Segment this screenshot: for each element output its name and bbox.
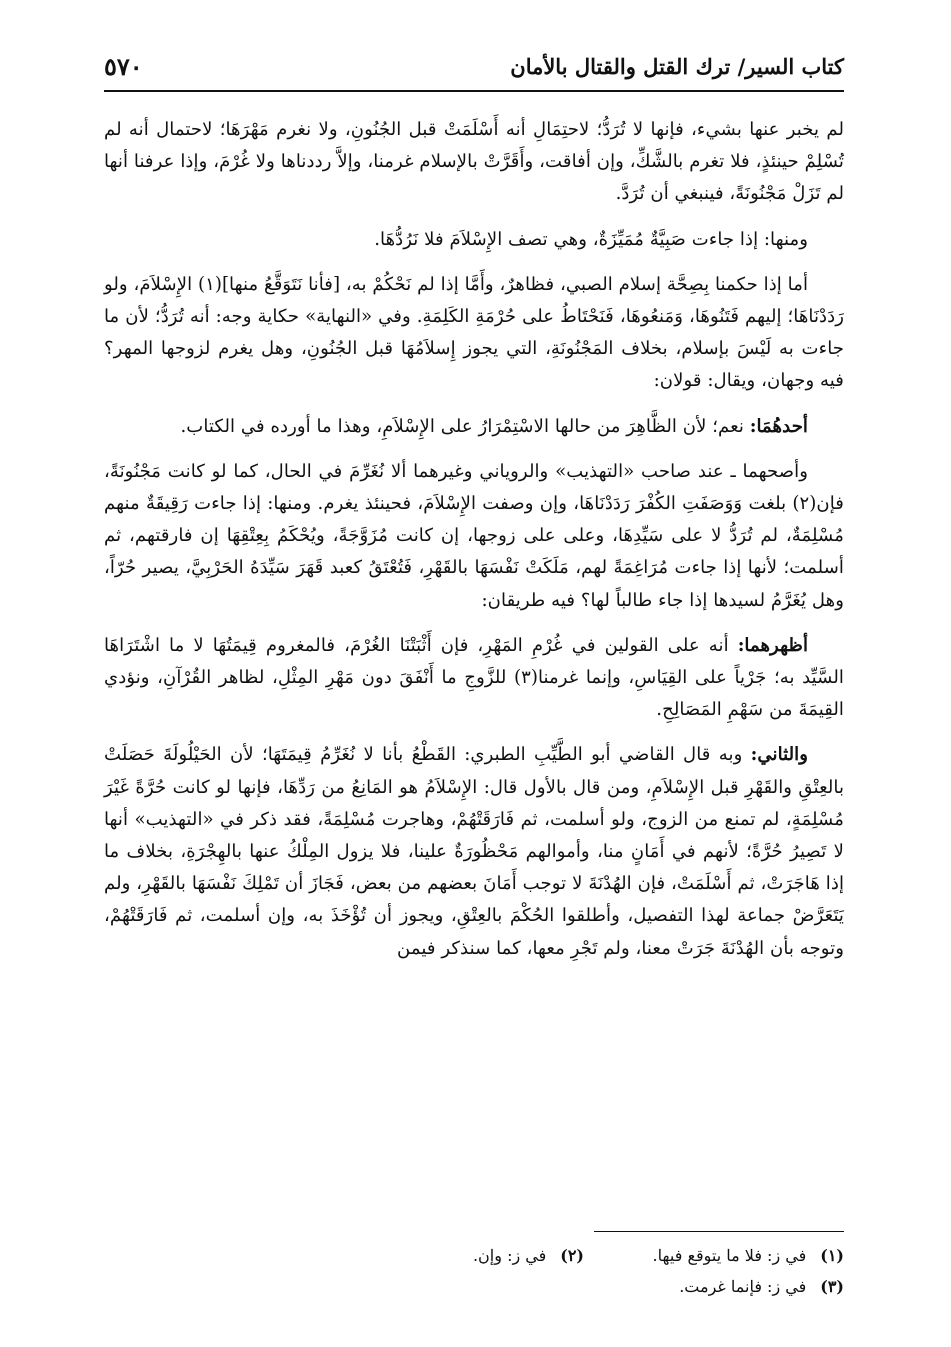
paragraph-text: وبه قال القاضي أبو الطَّيِّبِ الطبري: القَطْعُ بأنا لا نُغَرِّمُ قِيمَتَهَا؛ لأن الحَيْلُولَةَ حَصَلَتْ بالعِتْقِ والقَهْرِ قبل الإِسْلاَمِ، ومن قال بالأول قال: الإِسْلاَمُ هو المَانِعُ من رَدِّهَا، فإنها لو كانت حُرَّةً غَيْرَ مُسْلِمَةٍ، لم تمنع من الزوج، ولو أسلمت، ثم فَارَقَتْهُمْ، وهاجرت مُسْلِمَةً، فقد ذكر في «التهذيب» أنها لا تَصِيرُ حُرَّةً؛ لأنهم في أَمَانٍ منا، وأموالهم مَحْظُورَةٌ علينا، فلا يزول المِلْكُ عنها بالهِجْرَةِ، بخلاف ما إذا هَاجَرَتْ، ثم أَسْلَمَتْ، فإن الهُدْنَةَ لا توجب أَمَانَ بعضهم من بعض، فَجَازَ أن تَمْلِكَ نَفْسَهَا بالقَهْرِ، ولم يَتَعَرَّضْ جماعة لهذا التفصيل، وأطلقوا الحُكْمَ بالعِتْقِ، ويجوز أن تُؤْخَذَ به، وإن أسلمت، ثم فَارَقَتْهُمْ، وتوجه بأن الهُدْنَةَ جَرَتْ معنا، ولم تَجْرِ معها، كما سنذكر فيمن	[104, 744, 844, 959]
footnote-divider	[594, 1231, 844, 1232]
paragraph	[104, 456, 844, 617]
running-header	[104, 48, 844, 92]
footnote-text: في ز: فلا ما يتوقع فيها.	[652, 1246, 807, 1265]
footnote-text: في ز: فإنما غرمت.	[679, 1277, 807, 1296]
paragraph-lead: أظهرهما:	[737, 634, 808, 656]
paragraph	[104, 224, 844, 256]
footnotes	[104, 1231, 844, 1302]
page-number: ٥٧٠	[104, 52, 143, 81]
paragraph	[104, 739, 844, 964]
paragraph	[104, 411, 844, 443]
paragraph-text: أنه على القولين في غُرْمِ المَهْرِ، فإن أَثْبَتْنَا الغُرْمَ، فالمغروم قِيمَتُهَا لا ما اشْتَرَاهَا السَّيِّد به؛ جَرْياً على القِيَاسِ، وإنما غرمنا(٣) للزَّوجِ ما أَنْفَقَ دون مَهْرِ المِثْلِ، لظاهر القُرْآنِ، ونؤدي القِيمَةَ من سَهْمِ المَصَالِحِ.	[104, 634, 844, 721]
paragraph-text: ومنها: إذا جاءت صَبِيَّةٌ مُمَيِّزَةٌ، وهي تصف الإِسْلاَمَ فلا نَرُدُّهَا.	[374, 228, 808, 250]
footnote	[584, 1271, 844, 1302]
footnote	[584, 1240, 844, 1271]
footnote-number: (٢)	[560, 1246, 584, 1265]
footnote	[324, 1240, 584, 1271]
footnote-row	[104, 1271, 844, 1302]
paragraph-text: نعم؛ لأن الظَّاهِرَ من حالها الاسْتِمْرَارُ على الإِسْلاَمِ، وهذا ما أورده في الكتاب.	[180, 415, 744, 437]
footnote-text: في ز: وإن.	[472, 1246, 547, 1265]
paragraph-text: لم يخبر عنها بشيء، فإنها لا تُرَدُّ؛ لاحتِمَالِ أنه أَسْلَمَتْ قبل الجُنُونِ، ولا نغرم مَهْرَهَا؛ لاحتمال أنه لم تُسْلِمْ حينئذٍ، فلا تغرم بالشَّكِّ، وإن أفاقت، وأَقَرَّتْ بالإسلام غرمنا، وإلاَّ رددناها ولا غُرْمَ، وإذا عرفنا أنها لم تَزَلْ مَجْنُونَةً، فينبغي أن تُرَدَّ.	[104, 119, 844, 205]
paragraph-text: أما إذا حكمنا بِصِحَّة إسلام الصبي، فظاهرٌ، وأَمَّا إذا لم نَحْكُمْ به، [فأنا نَتَوَقَّعُ منها](١) الإِسْلاَمَ، ولو رَدَدْنَاهَا؛ إليهم فَتَنُوهَا، وَمَنعُوهَا، فَنَحْتَاطُ على حُرْمَةِ الكَلِمَةِ. وفي «النهاية» حكاية وجه: أنه تُرَدُّ؛ لأن ما جاءت به لَيْسَ بإسلام، بخلاف المَجْنُونَةِ، التي يجوز إِسلاَمُهَا قبل الجُنُونِ، وهل يغرم لزوجها المهر؟ فيه وجهان، ويقال: قولان:	[104, 273, 844, 392]
main-text	[104, 114, 844, 965]
footnote-row	[104, 1240, 844, 1271]
paragraph-lead: والثاني:	[750, 744, 808, 766]
book-page	[104, 48, 844, 1298]
footnote-number: (١)	[820, 1246, 844, 1265]
header-title: كتاب السير/ ترك القتل والقتال بالأمان	[510, 54, 844, 79]
paragraph	[104, 630, 844, 727]
paragraph	[104, 269, 844, 398]
footnote-number: (٣)	[820, 1277, 844, 1296]
paragraph-lead: أحدهُمَا:	[749, 415, 808, 437]
paragraph-text: وأصحهما ـ عند صاحب «التهذيب» والروياني وغيرهما ألا نُغَرِّمَ في الحال، كما لو كانت مَجْنُونَةً، فإن(٢) بلغت وَوَصَفَتِ الكُفْرَ رَدَدْنَاهَا، وإن وصفت الإِسْلاَمَ، فحينئذ يغرم. ومنها: إذا جاءت رَقِيقَةٌ منهم مُسْلِمَةٌ، لم تُرَدُّ لا على سَيِّدِهَا، وعلى على زوجها، إن كانت مُزَوَّجَةً، ويُحْكَمُ بِعِتْقِهَا إن فارقتهم، ثم أسلمت؛ لأنها إذا جاءت مُرَاغِمَةً لهم، مَلَكَتْ نَفْسَهَا بالقَهْرِ، فَتُعْتَقُ كعبد قَهَرَ سَيِّدَهُ الحَرْبِيَّ، يصير حُرّاً، وهل يُغَرَّمُ لسيدها إذا جاء طالباً لها؟ فيه طريقان:	[104, 460, 844, 611]
paragraph	[104, 114, 844, 211]
